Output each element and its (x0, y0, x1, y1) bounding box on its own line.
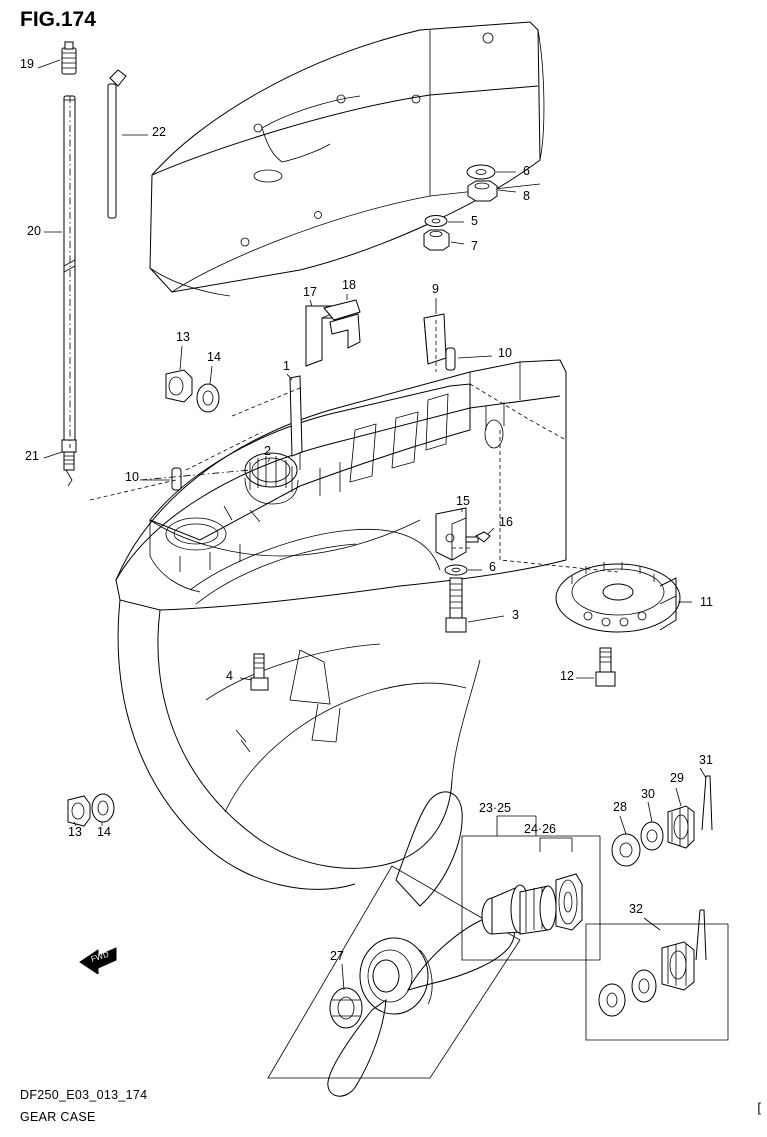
callout-20: 20 (27, 224, 41, 238)
part-18-clip (324, 300, 360, 348)
callout-24-26: 24·26 (524, 822, 556, 836)
callout-10-upper: 10 (498, 346, 512, 360)
figure-code: DF250_E03_013_174 (20, 1088, 148, 1102)
gear-case-interior (150, 384, 504, 592)
part-10-pin-lower (172, 468, 181, 490)
part-12-bolt (596, 648, 615, 686)
callout-32: 32 (629, 902, 643, 916)
right-bracket-marker: [ (757, 1100, 761, 1115)
callout-9: 9 (432, 282, 439, 296)
part-21 (62, 440, 76, 486)
callout-31: 31 (699, 753, 713, 767)
part-11-anode-plate (556, 562, 680, 632)
callout-7: 7 (471, 239, 478, 253)
part-20-shaft (64, 96, 75, 448)
callout-30: 30 (641, 787, 655, 801)
callout-28: 28 (613, 800, 627, 814)
group-23-26 (462, 836, 600, 960)
callout-13-upper: 13 (176, 330, 190, 344)
part-3-bolt (446, 578, 466, 632)
callout-6-lower: 6 (489, 560, 496, 574)
figure-name: GEAR CASE (20, 1110, 96, 1124)
callout-18: 18 (342, 278, 356, 292)
callout-13-lower: 13 (68, 825, 82, 839)
part-1-plate (290, 376, 302, 456)
part-13-14-lower (68, 794, 114, 826)
part-4-bolt (251, 654, 268, 690)
callout-22: 22 (152, 125, 166, 139)
drive-shaft-housing (150, 22, 544, 296)
callout-16: 16 (499, 515, 513, 529)
callout-11: 11 (700, 595, 713, 609)
callout-4: 4 (226, 669, 233, 683)
part-5-washer (425, 216, 447, 227)
callout-6-top: 6 (523, 164, 530, 178)
fwd-direction-marker (78, 946, 118, 974)
figure-title: FIG.174 (20, 8, 96, 31)
callout-14-upper: 14 (207, 350, 221, 364)
callout-5: 5 (471, 214, 478, 228)
callout-8: 8 (523, 189, 530, 203)
group-32 (586, 910, 728, 1040)
part-7-nut (424, 230, 449, 250)
callout-12: 12 (560, 669, 574, 683)
part-16-screw (466, 532, 490, 542)
callout-2: 2 (264, 444, 271, 458)
part-6-washer-lower (445, 565, 467, 575)
callout-3: 3 (512, 608, 519, 622)
svg-text:FWD: FWD (89, 949, 110, 964)
part-22 (108, 70, 126, 218)
part-9-anode (424, 314, 446, 364)
propeller-assembly (268, 792, 520, 1096)
part-15-bracket (436, 508, 466, 560)
callout-17: 17 (303, 285, 317, 299)
group-28-31 (612, 776, 712, 866)
part-19 (62, 42, 76, 74)
callout-15: 15 (456, 494, 470, 508)
callout-14-lower: 14 (97, 825, 111, 839)
callout-27: 27 (330, 949, 344, 963)
callout-23-25: 23·25 (479, 801, 511, 815)
part-8-nut (468, 181, 497, 201)
callout-21: 21 (25, 449, 39, 463)
callout-1: 1 (283, 359, 290, 373)
part-6-washer-top (467, 165, 495, 179)
callout-29: 29 (670, 771, 684, 785)
callout-19: 19 (20, 57, 34, 71)
part-10-pin-upper (446, 348, 455, 370)
leader-lines (38, 60, 706, 990)
callout-10-lower: 10 (125, 470, 139, 484)
